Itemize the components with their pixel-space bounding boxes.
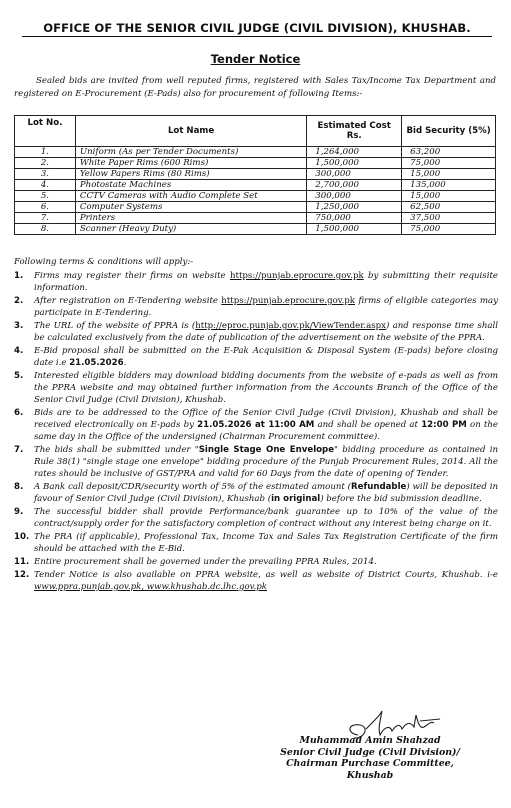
header-lot-name: Lot Name [75, 116, 306, 147]
signatory-title-1: Senior Civil Judge (Civil Division)/ [280, 746, 460, 758]
cell-lot-no: 5. [15, 191, 76, 202]
website-link[interactable]: http://eproc.punjab.gov.pk/ViewTender.aspx [195, 321, 387, 331]
cell-lot-no: 4. [15, 180, 76, 191]
cell-estimated-cost: 750,000 [307, 213, 402, 224]
cell-lot-name: CCTV Cameras with Audio Complete Set [75, 191, 306, 202]
term-number: 5. [14, 371, 24, 381]
cell-lot-name: Photostate Machines [75, 180, 306, 191]
term-number: 10. [14, 532, 30, 542]
term-item [14, 407, 498, 443]
cell-lot-no: 1. [15, 147, 76, 158]
notice-title: Tender Notice [210, 52, 301, 66]
cell-bid-security: 62,500 [402, 202, 496, 213]
header-estimated-cost: Estimated Cost Rs. [307, 116, 402, 147]
term-number: 12. [14, 570, 30, 580]
term-number: 6. [14, 408, 24, 418]
term-text: After registration on E-Tendering website [34, 296, 222, 306]
term-emphasis: Refundable [351, 482, 407, 492]
term-item [14, 531, 498, 555]
terms-list [14, 270, 498, 594]
term-text: Bids are to be addressed to the Office of the Senior Civil Judge (Civil Division), Khushab and shall be received electronically on E-pads by [34, 408, 498, 430]
term-item [14, 295, 498, 319]
cell-lot-name: Uniform (As per Tender Documents) [75, 147, 306, 158]
cell-estimated-cost: 300,000 [307, 191, 402, 202]
term-text: A Bank call deposit/CDR/security worth of 5% of the estimated amount ( [34, 482, 352, 492]
cell-bid-security: 15,000 [402, 169, 496, 180]
intro-paragraph [14, 75, 496, 101]
cell-lot-no: 2. [15, 158, 76, 169]
term-text: . [123, 358, 127, 368]
term-item [14, 370, 498, 406]
signatory-name: Muhammad Amin Shahzad [299, 735, 441, 746]
header-bid-security: Bid Security (5%) [402, 116, 496, 147]
cell-lot-name: White Paper Rims (600 Rims) [75, 158, 306, 169]
term-text: ) and response time shall be calculated exclusively from the date of publication of the advertisement on the website of the PPRA. [34, 321, 498, 343]
term-text: E-Bid proposal shall be submitted on the E-Pak Acquisition & Disposal System (E-pads) before closing date i.e [34, 346, 498, 368]
cell-estimated-cost: 1,500,000 [307, 158, 402, 169]
term-text: ) before the bid submission deadline. [320, 494, 482, 504]
term-item [14, 270, 498, 294]
cell-lot-no: 8. [15, 224, 76, 235]
signatory-place: Khushab [346, 769, 394, 781]
term-item [14, 556, 498, 568]
table-header-row [15, 116, 496, 147]
cell-lot-no: 3. [15, 169, 76, 180]
term-number: 9. [14, 507, 24, 517]
table-row [15, 147, 496, 158]
term-emphasis: Single Stage One Envelope [198, 445, 335, 455]
cell-lot-name: Printers [75, 213, 306, 224]
term-number: 2. [14, 296, 24, 306]
cell-estimated-cost: 300,000 [307, 169, 402, 180]
term-text: Entire procurement shall be governed under the prevailing PPRA Rules, 2014. [34, 557, 377, 567]
cell-lot-name: Scanner (Heavy Duty) [75, 224, 306, 235]
term-item [14, 320, 498, 344]
term-emphasis: in original [271, 494, 321, 504]
term-text: ) will be deposited in favour of Senior Civil Judge (Civil Division), Khushab ( [34, 482, 499, 504]
term-number: 11. [14, 557, 30, 567]
term-text: on the same day in the Office of the undersigned (Chairman Procurement committee). [34, 420, 498, 442]
table-row [15, 213, 496, 224]
intro-text: Sealed bids are invited from well reputed firms, registered with Sales Tax/Income Tax Department and registered on E-Procurement (E-Pads) also for procurement of following Items:- [14, 76, 496, 99]
term-item [14, 345, 498, 369]
cell-lot-no: 7. [15, 213, 76, 224]
cell-bid-security: 63,200 [402, 147, 496, 158]
term-text: Interested eligible bidders may download bidding documents from the website of e-pads as well as from the PPRA website and may obtained further information from the Accounts Branch of the Office of the Senior Civil Judge (Civil Division), Khushab. [34, 371, 498, 405]
table-row [15, 224, 496, 235]
cell-bid-security: 75,000 [402, 158, 496, 169]
term-item [14, 506, 498, 530]
term-text: Firms may register their firms on website [34, 271, 230, 281]
cell-bid-security: 75,000 [402, 224, 496, 235]
signatory-title-2: Chairman Purchase Committee, [286, 758, 454, 769]
term-emphasis: 12:00 PM [421, 420, 467, 430]
table-row [15, 169, 496, 180]
term-text: The successful bidder shall provide Performance/bank guarantee up to 10% of the value of the contract/supply order for the satisfactory completion of contract without any interest being charge on it. [34, 507, 498, 529]
term-item [14, 444, 498, 480]
cell-estimated-cost: 1,500,000 [307, 224, 402, 235]
table-row [15, 158, 496, 169]
cell-estimated-cost: 1,264,000 [307, 147, 402, 158]
table-row [15, 202, 496, 213]
cell-lot-no: 6. [15, 202, 76, 213]
office-header: OFFICE OF THE SENIOR CIVIL JUDGE (CIVIL DIVISION), KHUSHAB. [22, 21, 492, 37]
lots-table [14, 115, 496, 235]
website-link[interactable]: https://punjab.eprocure.gov.pk [221, 296, 356, 306]
cell-estimated-cost: 2,700,000 [307, 180, 402, 191]
term-text: by submitting their requisite information. [34, 271, 498, 293]
term-text: and shall be opened at [314, 420, 422, 430]
website-link[interactable]: www.ppra.punjab.gov.pk, www.khushab.dc.lhc.gov.pk [34, 582, 267, 592]
cell-estimated-cost: 1,250,000 [307, 202, 402, 213]
cell-lot-name: Yellow Papers Rims (80 Rims) [75, 169, 306, 180]
term-number: 8. [14, 482, 24, 492]
cell-bid-security: 135,000 [402, 180, 496, 191]
term-text: firms of eligible categories may participate in E-Tendering. [34, 296, 498, 318]
table-row [15, 191, 496, 202]
term-emphasis: 21.05.2026 [69, 358, 124, 368]
term-number: 3. [14, 321, 24, 331]
cell-bid-security: 37,500 [402, 213, 496, 224]
term-emphasis: 21.05.2026 at 11:00 AM [197, 420, 315, 430]
cell-lot-name: Computer Systems [75, 202, 306, 213]
header-lot-no: Lot No. [15, 116, 76, 147]
term-text: The PRA (if applicable), Professional Tax, Income Tax and Sales Tax Registration Certificate of the firm should be attached with the E-Bid. [34, 532, 498, 554]
term-item [14, 569, 498, 593]
term-item [14, 481, 498, 505]
term-text: Tender Notice is also available on PPRA website, as well as website of District Courts, Khushab. i-e [34, 570, 498, 580]
term-number: 4. [14, 346, 24, 356]
term-number: 1. [14, 271, 24, 281]
term-number: 7. [14, 445, 24, 455]
website-link[interactable]: https://punjab.eprocure.gov.pk [229, 271, 364, 281]
signature-block [240, 735, 500, 781]
term-text: The bids shall be submitted under " [34, 445, 199, 455]
terms-heading: Following terms & conditions will apply:- [14, 257, 194, 267]
term-text: " bidding procedure as contained in Rule 38(1) "single stage one envelope" bidding procedure of the Punjab Procurement Rules, 2014. All the rates should be inclusive of GST/PRA and valid for 60 Days from the date of opening of Tender. [34, 445, 498, 479]
term-text: The URL of the website of PPRA is ( [34, 321, 196, 331]
cell-bid-security: 15,000 [402, 191, 496, 202]
table-row [15, 180, 496, 191]
